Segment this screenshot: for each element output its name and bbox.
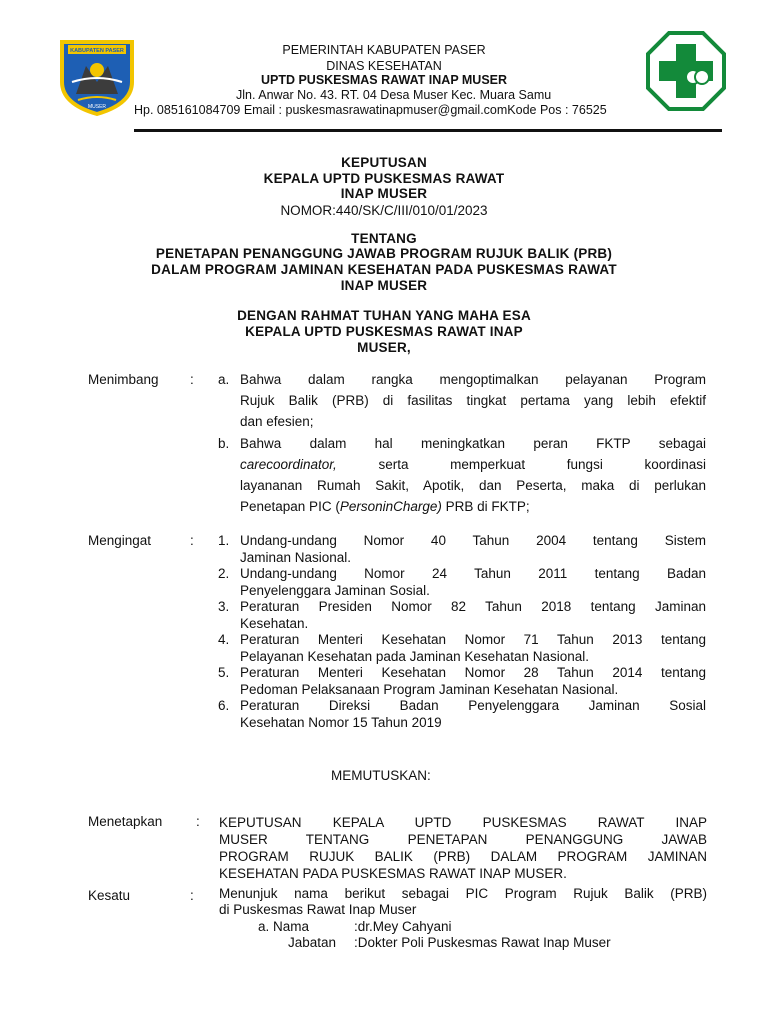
mengingat-label: Mengingat — [88, 533, 152, 548]
opening-line2: KEPALA UPTD PUSKESMAS RAWAT INAP — [245, 324, 523, 339]
menimbang-a-marker: a. — [218, 372, 230, 387]
opening-line1: DENGAN RAHMAT TUHAN YANG MAHA ESA — [237, 308, 531, 323]
logo-left-motto: MUSER — [87, 104, 107, 110]
menimbang-a-text: Bahwa dalam rangka mengoptimalkan pelayanan Program Rujuk Balik (PRB) di fasilitas tingkat pertama yang lebih efektif dan efesien; — [240, 372, 706, 429]
menimbang-b-marker: b. — [218, 436, 230, 451]
kesatu-label: Kesatu — [88, 888, 131, 903]
pic-name-label: a. Nama — [258, 919, 310, 934]
mengingat-colon: : — [190, 533, 194, 548]
menetapkan-label: Menetapkan — [88, 814, 163, 829]
kesatu-colon: : — [190, 888, 194, 903]
opening-line3: MUSER, — [357, 340, 411, 355]
pic-position-label: Jabatan — [288, 935, 337, 950]
memutuskan-heading: MEMUTUSKAN: — [331, 768, 431, 783]
doc-title: KEPUTUSAN — [341, 155, 427, 170]
pic-position-value: :Dokter Poli Puskesmas Rawat Inap Muser — [354, 935, 611, 950]
doc-title-line2: KEPALA UPTD PUSKESMAS RAWAT — [263, 171, 505, 186]
logo-left-text: KABUPATEN PASER — [70, 48, 124, 54]
doc-title-line3: INAP MUSER — [340, 186, 428, 201]
letterhead-department: DINAS KESEHATAN — [326, 59, 442, 73]
letterhead-institution: UPTD PUSKESMAS RAWAT INAP MUSER — [260, 73, 508, 87]
letterhead-contact: Hp. 085161084709 Email : puskesmasrawatinapmuser@gmail.comKode Pos : 76525 — [134, 103, 607, 117]
letterhead-address: Jln. Anwar No. 43. RT. 04 Desa Muser Kec. Muara Samu — [236, 88, 552, 102]
menimbang-b-text: Bahwa dalam hal meningkatkan peran FKTP sebagai carecoordinator, serta memperkuat fungsi koordinasi layananan Rumah Sakit, Apotik, dan Peserta, maka di perlukan Penetapan PIC (PersoninCharge) PRB di FKTP; — [240, 436, 706, 514]
menetapkan-text: KEPUTUSAN KEPALA UPTD PUSKESMAS RAWAT INAP MUSER TENTANG PENETAPAN PENANGGUNG JAWAB PROGRAM RUJUK BALIK (PRB) DALAM PROGRAM JAMINAN KESEHATAN PADA PUSKESMAS RAWAT INAP MUSER. — [219, 815, 707, 881]
subject-line3: INAP MUSER — [340, 278, 428, 293]
tentang-heading: TENTANG — [351, 231, 417, 246]
menetapkan-colon: : — [196, 814, 200, 829]
menimbang-colon: : — [190, 372, 194, 387]
doc-number: NOMOR:440/SK/C/III/010/01/2023 — [280, 203, 488, 218]
pic-name-value: :dr.Mey Cahyani — [354, 919, 452, 934]
menimbang-label: Menimbang — [88, 372, 159, 387]
letterhead-government: PEMERINTAH KABUPATEN PASER — [282, 43, 486, 57]
subject-line2: DALAM PROGRAM JAMINAN KESEHATAN PADA PUSKESMAS RAWAT — [151, 262, 617, 277]
subject-line1: PENETAPAN PENANGGUNG JAWAB PROGRAM RUJUK BALIK (PRB) — [155, 246, 613, 261]
document-page: KABUPATEN PASER MUSER PEMERINTAH KABUPATEN PASER DINAS KESEHATAN UPTD PUSKESMAS RAWAT INAP MUSER Jln. Anwar No. 43. RT. 04 Desa Muser Kec. Muara Samu Hp. 085161084709 Email : puskesmasrawatinapmuser@gmail.comKode Pos : 76525 KEPUTUSAN KEPALA UPTD PUSKESMAS RAWAT INAP MUSER NOMOR:440/SK/C/III/010/01/2023 TENTANG PENETAPAN PENANGGUNG JAWAB PROGRAM RUJUK BALIK (PRB) DALAM PROGRAM JAMINAN KESEHATAN PADA PUSKESMAS RAWAT INAP MUSER DENGAN RAHMAT TUHAN YANG MAHA ESA KEPALA UPTD PUSKESMAS RAWAT INAP MUSER, Menimbang : a. Bahwa dalam rangka mengoptimalkan pelayanan Program Rujuk Balik (PRB) di fasilitas tingkat pertama yang lebih efektif dan efesien; b. Bahwa dalam hal meningkatkan peran FKTP sebagai carecoordinator, serta memperkuat fungsi koordinasi layananan Rumah Sakit, Apotik, dan Peserta, maka di perlukan Penetapan PIC (PersoninCharge) PRB di FKTP; Mengingat : 1. Undang-undang Nomor 40 Tahun 2004 tentang Sistem Jaminan Nasional. 2. Undang-undang Nomor 24 Tahun 2011 tentang Badan Penyelenggara Jaminan Sosial. 3. Peraturan Presiden Nomor 82 Tahun 2018 tentang Jaminan Kesehatan. 4. Peraturan Menteri Kesehatan Nomor 71 Tahun 2013 tentang Pelayanan Kesehatan pada Jaminan Kesehatan Nasional. 5. Peraturan Menteri Kesehatan Nomor 28 Tahun 2014 tentang Pedoman Pelaksanaan Program Jaminan Kesehatan Nasional. 6. Peraturan Direksi Badan Penyelenggara Jaminan Sosial Kesehatan Nomor 15 Tahun 2019 MEMUTUSKAN: Menetapkan : KEPUTUSAN KEPALA UPTD PUSKESMAS RAWAT INAP MUSER TENTANG PENETAPAN PENANGGUNG JAWAB PROGRAM RUJUK BALIK (PRB) DALAM PROGRAM JAMINAN KESEHATAN PADA PUSKESMAS RAWAT INAP MUSER. Kesatu : Menunjuk nama berikut sebagai PIC Program Rujuk Balik (PRB) di Puskesmas Rawat Inap Muser a. Nama :dr.Mey Cahyani Jabatan :Dokter Poli Puskesmas Rawat Inap Muser — [0, 0, 768, 1024]
kesatu-text: Menunjuk nama berikut sebagai PIC Program Rujuk Balik (PRB) di Puskesmas Rawat Inap Muser — [219, 886, 707, 917]
letterhead-divider — [134, 129, 722, 132]
